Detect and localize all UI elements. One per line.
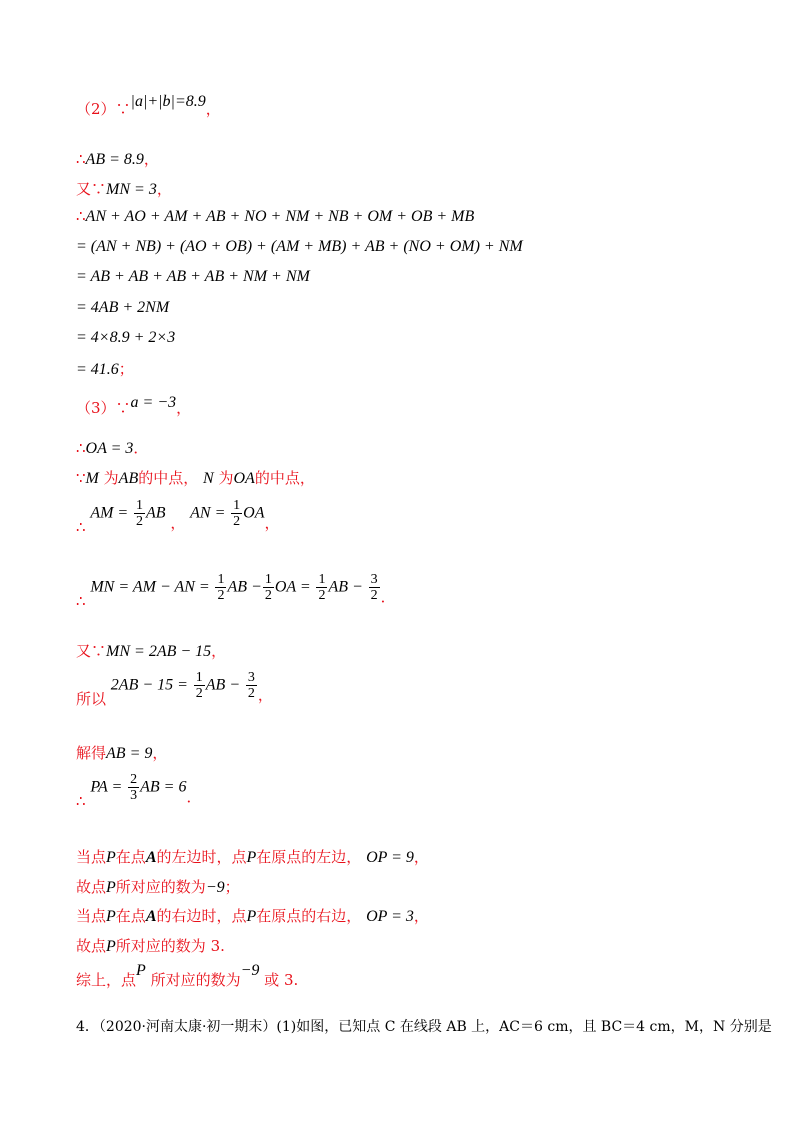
math-result: = 41.6 (76, 361, 119, 378)
punct: ， (413, 848, 429, 866)
denominator: 2 (195, 686, 203, 701)
math: −9 (240, 962, 260, 979)
var-p: P (246, 908, 257, 925)
text: 或 3. (264, 971, 299, 989)
label-part2: （2）∵ (76, 100, 131, 118)
denominator: 2 (217, 588, 225, 603)
text: 的中点， (138, 469, 199, 487)
question-4-text: 4．（2020·河南太康·初一期末）(1)如图，已知点 C 在线段 AB 上，AC＝6 cm，且 BC＝4 cm，M，N 分别是 (76, 1019, 772, 1035)
line-mn-value (76, 178, 172, 199)
punct: ， (143, 150, 159, 168)
punct: ， (205, 100, 221, 118)
numerator: 3 (247, 670, 255, 685)
math: AB − (328, 578, 363, 596)
math: OP = 3 (366, 908, 414, 925)
denominator: 2 (264, 588, 272, 603)
var-m: M (85, 470, 99, 487)
text: 的右边时，点 (156, 907, 247, 925)
punct: ． (133, 439, 149, 457)
math-substitute: = 4×8.9 + 2×3 (76, 329, 176, 346)
denominator: 2 (136, 514, 144, 529)
numerator: 1 (318, 572, 326, 587)
punct: ， (257, 685, 273, 704)
punct: ， (413, 907, 429, 925)
math: OA (243, 504, 265, 522)
line-answer-right (76, 935, 225, 956)
line-substitute (76, 328, 175, 347)
text: 在原点的左边， (256, 848, 362, 866)
math: AB − (205, 676, 241, 694)
punct: ， (211, 642, 227, 660)
numerator: 1 (217, 572, 225, 587)
var-oa: OA (233, 470, 255, 487)
numerator: 1 (264, 572, 272, 587)
line-case-left (76, 846, 429, 867)
line-mn-expression (76, 572, 396, 610)
var-a: A (145, 849, 157, 866)
punct: ； (224, 878, 240, 896)
math-sum: AN + AO + AM + AB + NO + NM + NB + OM + OB + MB (85, 208, 475, 225)
fraction-three-halves (369, 572, 380, 603)
math: AB = 9 (106, 745, 153, 762)
punct: ， (176, 399, 192, 417)
line-sum-segments (76, 207, 474, 226)
punct: ． (380, 587, 396, 606)
math: AN = (190, 504, 226, 522)
line-ab-value (76, 148, 159, 169)
fraction-three-halves (246, 670, 257, 701)
math-a: a = −3 (130, 394, 177, 411)
text: 所对应的数为 (115, 878, 206, 896)
because-symbol: ∵ (76, 469, 86, 487)
text: 的中点， (254, 469, 315, 487)
var-ab: AB (118, 470, 139, 487)
math-mn: MN = 3 (106, 181, 157, 198)
punct: ， (156, 180, 172, 198)
var-p: P (106, 908, 116, 925)
text: 故点 (76, 878, 107, 896)
line-conclusion (76, 962, 299, 990)
numerator: 3 (370, 572, 378, 587)
var-p: P (106, 879, 116, 896)
solve-label: 解得 (76, 744, 107, 762)
var-a: A (145, 908, 157, 925)
math-grouped: = (AN + NB) + (AO + OB) + (AM + MB) + AB + (NO + OM) + NM (76, 238, 523, 255)
so-label: 所以 (76, 689, 107, 708)
punct: ． (186, 787, 202, 806)
therefore-symbol: ∴ (76, 517, 86, 536)
numerator: 1 (195, 670, 203, 685)
therefore-symbol: ∴ (76, 591, 86, 610)
denominator: 2 (233, 514, 241, 529)
therefore-symbol: ∴ (76, 207, 86, 225)
math: MN = AM − AN = (90, 578, 210, 596)
text: 为 (103, 469, 119, 487)
fraction-half (194, 670, 205, 701)
line-equation (76, 670, 273, 708)
line-mn-given (76, 640, 226, 661)
fraction-half (215, 572, 226, 603)
var-p: P (106, 849, 116, 866)
therefore-symbol: ∴ (76, 150, 86, 168)
text: 在点 (115, 907, 146, 925)
numerator: 1 (233, 498, 241, 513)
therefore-symbol: ∴ (76, 439, 86, 457)
line-simplified (76, 267, 310, 286)
label-part3: （3）∵ (76, 399, 131, 417)
math-simplified: = AB + AB + AB + AB + NM + NM (76, 268, 310, 285)
math: −9 (205, 879, 225, 896)
text: 当点 (76, 848, 107, 866)
math: AB − (227, 578, 262, 596)
line-solve (76, 742, 167, 763)
therefore-symbol: ∴ (76, 791, 86, 810)
punct: ， (264, 513, 280, 532)
line-oa-value (76, 437, 148, 458)
numerator: 2 (130, 772, 138, 787)
line-part2-given (76, 93, 221, 119)
line-result-416 (76, 358, 134, 379)
var-p: P (106, 938, 116, 955)
because-label: 又∵ (76, 642, 107, 660)
denominator: 3 (130, 788, 138, 803)
text: 在点 (115, 848, 146, 866)
text: 所对应的数为 (150, 971, 241, 989)
punct: ， (152, 744, 168, 762)
math: OA = (274, 578, 311, 596)
math: AB (146, 504, 166, 522)
var-p: P (136, 962, 146, 979)
punct: ； (118, 360, 134, 378)
numerator: 1 (136, 498, 144, 513)
denominator: 2 (370, 588, 378, 603)
denominator: 2 (247, 686, 255, 701)
math-4ab: = 4AB + 2NM (76, 299, 170, 316)
fraction-half (231, 498, 242, 529)
denominator: 2 (318, 588, 326, 603)
line-midpoints (76, 467, 315, 488)
math: OP = 9 (366, 849, 414, 866)
fraction-half (134, 498, 145, 529)
text: 综上，点 (76, 971, 137, 989)
line-answer-left (76, 876, 240, 897)
math-abs-sum: |a|+|b|=8.9 (130, 93, 206, 110)
because-label: 又∵ (76, 180, 107, 198)
line-grouped (76, 237, 523, 256)
text: 的左边时，点 (156, 848, 247, 866)
math: PA = (90, 778, 123, 796)
punct: ， (170, 513, 186, 532)
math-ab: AB = 8.9 (85, 151, 144, 168)
math: MN = 2AB − 15 (106, 643, 212, 660)
math-oa: OA = 3 (85, 440, 134, 457)
var-p: P (246, 849, 257, 866)
text: 故点 (76, 937, 107, 955)
text: 所对应的数为 3. (115, 937, 225, 955)
line-4ab (76, 298, 169, 317)
math: AB = 6 (140, 778, 187, 796)
line-am-an (76, 498, 280, 536)
math: 2AB − 15 = (110, 676, 188, 694)
fraction-half (316, 572, 327, 603)
fraction-half (263, 572, 274, 603)
var-n: N (203, 470, 214, 487)
math: AM = (90, 504, 129, 522)
line-part3-given (76, 394, 192, 418)
line-pa (76, 772, 202, 810)
line-case-right (76, 905, 429, 926)
text: 在原点的右边， (256, 907, 362, 925)
text: 为 (218, 469, 234, 487)
fraction-two-thirds (128, 772, 139, 803)
text: 当点 (76, 907, 107, 925)
